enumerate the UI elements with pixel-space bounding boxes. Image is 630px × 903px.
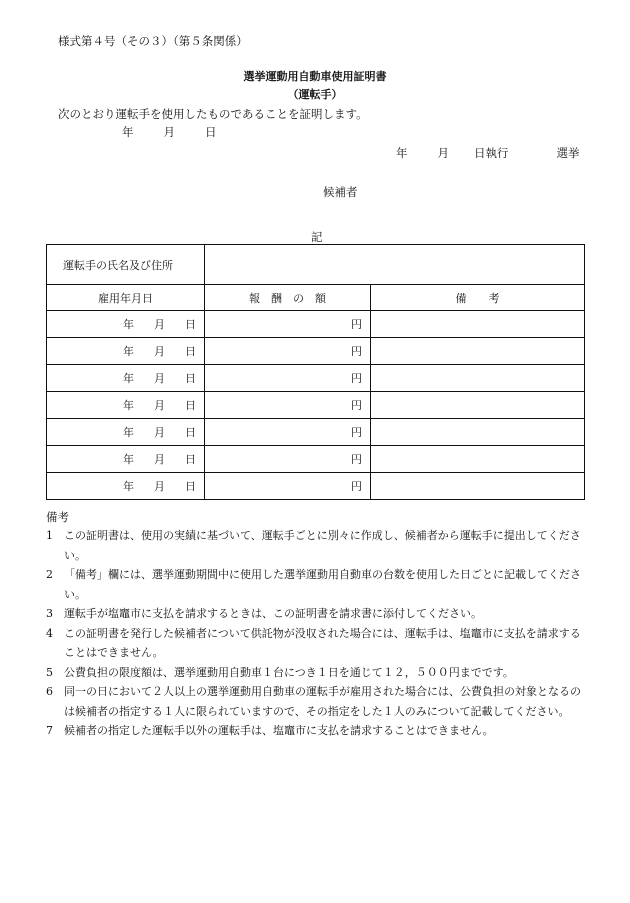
row-amount[interactable]: 円: [205, 338, 371, 365]
notes-heading: 備考: [46, 510, 69, 524]
date-day: 日: [205, 125, 217, 139]
row-year: 年: [123, 318, 134, 331]
row-amount[interactable]: 円: [205, 419, 371, 446]
note-text: この証明書は、使用の実績に基づいて、運転手ごとに別々に作成し、候補者から運転手に提出してください。: [64, 529, 581, 562]
date-month: 月: [163, 125, 175, 139]
date-year: 年: [122, 125, 134, 139]
row-day: 日: [185, 399, 196, 412]
note-item: [46, 565, 586, 604]
intro-text: 次のとおり運転手を使用したものであることを証明します。: [58, 107, 368, 121]
row-day: 日: [185, 453, 196, 466]
row-date[interactable]: [47, 392, 205, 419]
table-row: [47, 392, 585, 419]
certification-date: [122, 124, 217, 140]
election-label: 選挙: [556, 146, 580, 160]
row-date[interactable]: [47, 311, 205, 338]
election-year: 年: [396, 146, 408, 160]
note-text: 公費負担の限度額は、選挙運動用自動車１台につき１日を通じて１２，５００円までです。: [64, 665, 514, 679]
row-remarks[interactable]: [371, 338, 585, 365]
row-date[interactable]: [47, 365, 205, 392]
row-month: 月: [154, 318, 165, 331]
row-remarks[interactable]: [371, 311, 585, 338]
document-subtitle: （運転手）: [287, 88, 343, 101]
header-amount: 報 酬 の 額: [205, 285, 371, 311]
election-month: 月: [437, 146, 449, 160]
driver-table: [46, 244, 585, 500]
note-text: 運転手が塩竈市に支払を請求するときは、この証明書を請求書に添付してください。: [64, 607, 482, 620]
table-row: [47, 365, 585, 392]
table-row: [47, 473, 585, 500]
row-month: 月: [154, 426, 165, 439]
note-item: [46, 682, 586, 721]
row-month: 月: [154, 372, 165, 385]
candidate-label: 候補者: [323, 185, 358, 199]
note-number: 7: [46, 724, 53, 737]
row-month: 月: [154, 399, 165, 412]
ki-label: 記: [311, 230, 323, 244]
note-number: 2: [46, 568, 53, 581]
row-date[interactable]: [47, 419, 205, 446]
table-row: [47, 419, 585, 446]
row-remarks[interactable]: [371, 365, 585, 392]
row-year: 年: [123, 480, 134, 493]
note-number: 3: [46, 607, 53, 620]
driver-row: [47, 245, 585, 285]
row-day: 日: [185, 345, 196, 358]
row-month: 月: [154, 480, 165, 493]
form-number: 様式第４号（その３）（第５条関係）: [58, 34, 248, 48]
row-year: 年: [123, 399, 134, 412]
row-date[interactable]: [47, 473, 205, 500]
note-item: [46, 663, 586, 683]
row-date[interactable]: [47, 338, 205, 365]
table-row: [47, 446, 585, 473]
row-month: 月: [154, 345, 165, 358]
row-amount[interactable]: 円: [205, 473, 371, 500]
table-row: [47, 311, 585, 338]
note-text: 「備考」欄には、選挙運動期間中に使用した選挙運動用自動車の台数を使用した日ごとに記載してください。: [64, 568, 581, 601]
note-number: 6: [46, 685, 53, 698]
row-remarks[interactable]: [371, 392, 585, 419]
row-remarks[interactable]: [371, 419, 585, 446]
row-day: 日: [185, 318, 196, 331]
election-line: [396, 145, 580, 161]
note-text: 同一の日において２人以上の選挙運動用自動車の運転手が雇用された場合には、公費負担の対象となるのは候補者の指定する１人に限られていますので、その指定をした１人のみについて記載してください。: [64, 685, 581, 718]
header-date: 雇用年月日: [47, 285, 205, 311]
row-amount[interactable]: 円: [205, 392, 371, 419]
row-amount[interactable]: 円: [205, 446, 371, 473]
note-number: 1: [46, 529, 53, 542]
row-day: 日: [185, 372, 196, 385]
header-row: [47, 285, 585, 311]
note-text: 候補者の指定した運転手以外の運転手は、塩竈市に支払を請求することはできません。: [64, 724, 494, 737]
note-item: [46, 624, 586, 663]
row-date[interactable]: [47, 446, 205, 473]
row-amount[interactable]: 円: [205, 365, 371, 392]
note-item: [46, 526, 586, 565]
notes-list: [46, 526, 586, 741]
note-item: [46, 721, 586, 741]
election-day: 日執行: [474, 146, 509, 160]
row-amount[interactable]: 円: [205, 311, 371, 338]
row-year: 年: [123, 426, 134, 439]
header-remarks: 備 考: [371, 285, 585, 311]
table-row: [47, 338, 585, 365]
row-day: 日: [185, 480, 196, 493]
driver-input[interactable]: [205, 245, 585, 285]
document-title: 選挙運動用自動車使用証明書: [243, 70, 387, 83]
note-item: [46, 604, 586, 624]
row-year: 年: [123, 372, 134, 385]
row-remarks[interactable]: [371, 446, 585, 473]
note-text: この証明書を発行した候補者について供託物が没収された場合には、運転手は、塩竈市に支払を請求することはできません。: [64, 626, 581, 659]
note-number: 4: [46, 626, 53, 640]
driver-label: 運転手の氏名及び住所: [47, 245, 205, 285]
row-year: 年: [123, 453, 134, 466]
row-day: 日: [185, 426, 196, 439]
row-month: 月: [154, 453, 165, 466]
row-remarks[interactable]: [371, 473, 585, 500]
row-year: 年: [123, 345, 134, 358]
note-number: 5: [46, 665, 53, 679]
